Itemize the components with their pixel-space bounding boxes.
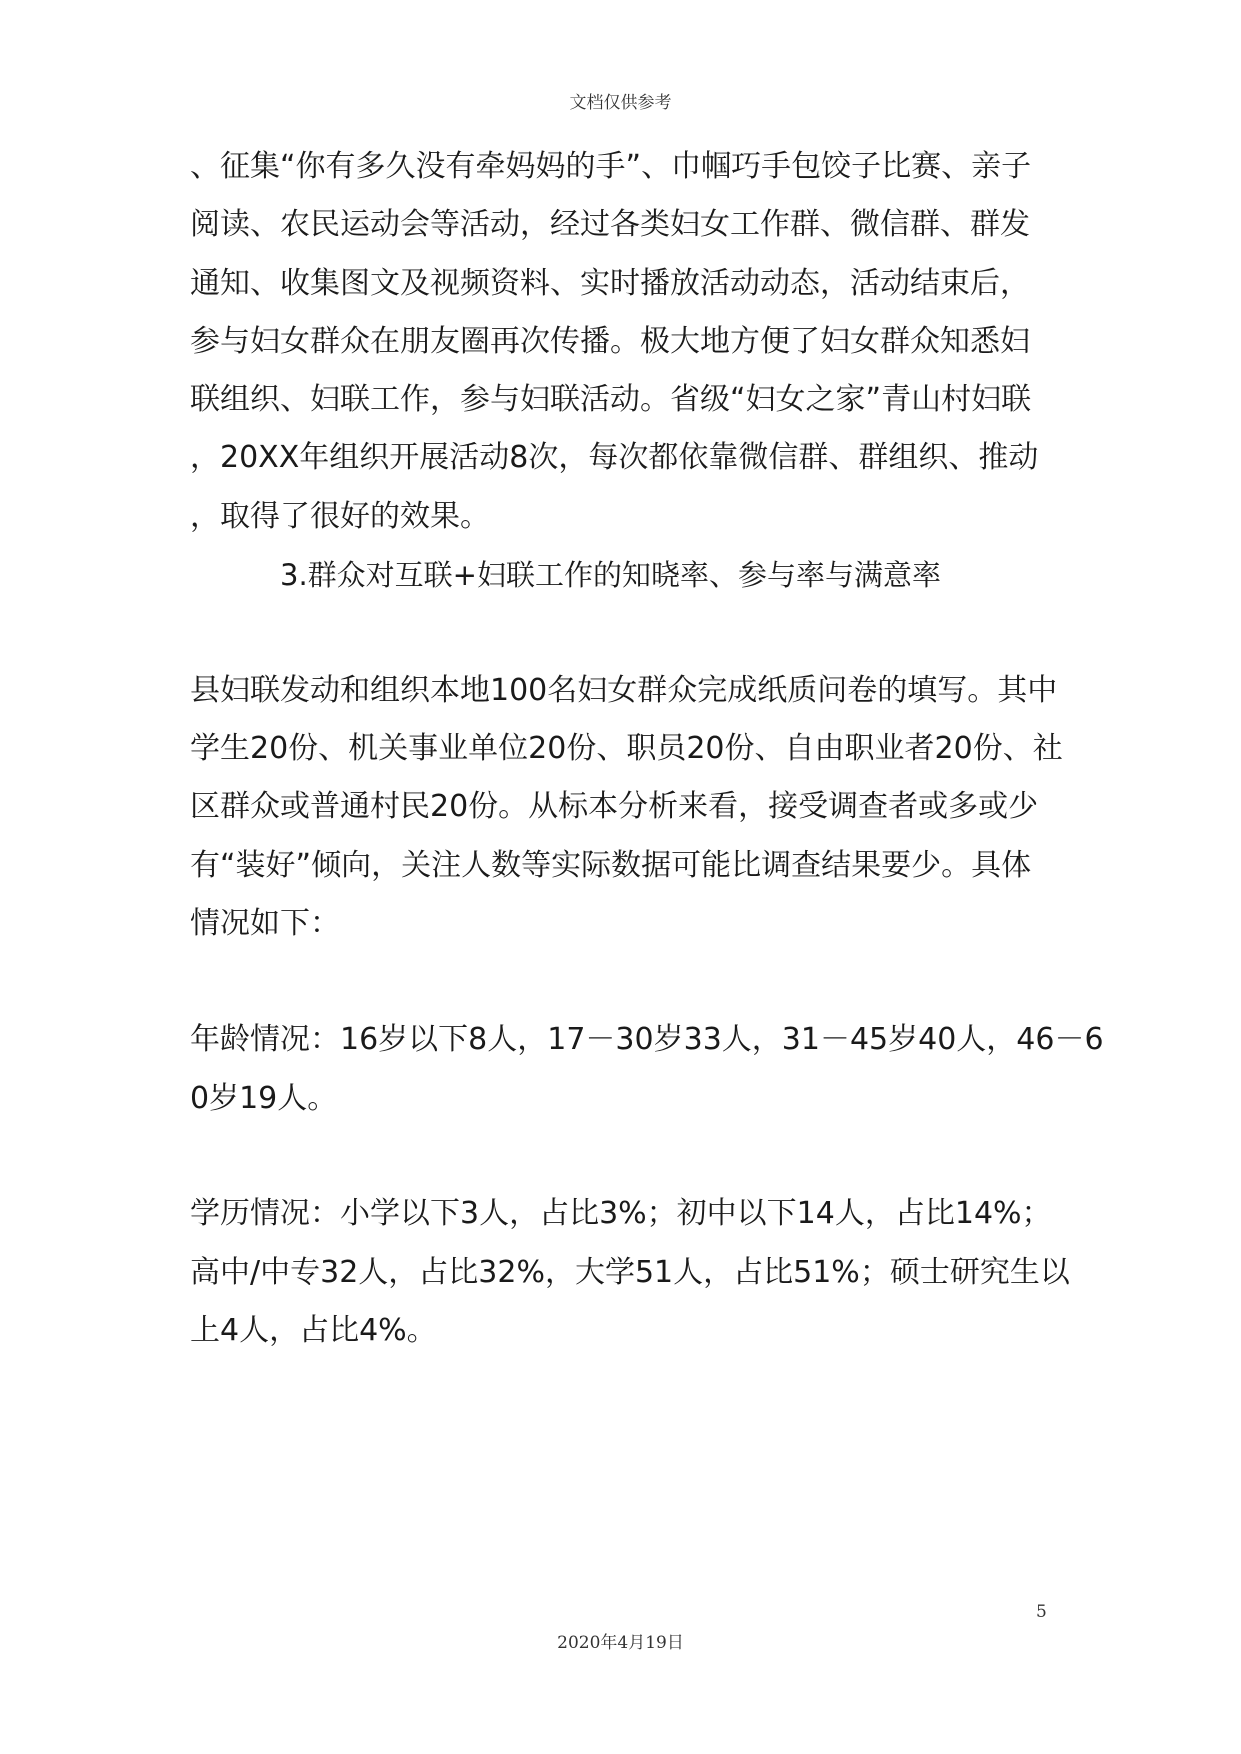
text-line: 0岁19人。 [190,1081,338,1116]
text-line: 高中/中专32人，占比32%，大学51人，占比51%；硕士研究生以 [190,1255,1070,1290]
text-line: 参与妇女群众在朋友圈再次传播。极大地方便了妇女群众知悉妇 [190,324,1030,359]
text-line: 有“装好”倾向，关注人数等实际数据可能比调查结果要少。具体 [190,848,1032,883]
page-number: 5 [1036,1602,1047,1622]
text-line: 区群众或普通村民20份。从标本分析来看，接受调查者或多或少 [190,789,1039,824]
text-line: 学历情况：小学以下3人，占比3%；初中以下14人，占比14%； [190,1196,1052,1231]
text-line: 情况如下： [190,906,340,941]
page-header: 文档仅供参考 [569,93,672,113]
text-line: 联组织、妇联工作，参与妇联活动。省级“妇女之家”青山村妇联 [190,382,1032,417]
text-line: 阅读、农民运动会等活动，经过各类妇女工作群、微信群、群发 [190,207,1030,242]
text-line: 学生20份、机关事业单位20份、职员20份、自由职业者20份、社 [190,731,1063,766]
text-line: ，取得了很好的效果。 [190,499,490,534]
footer-date: 2020年4月19日 [557,1633,684,1653]
section-heading: 3.群众对互联+妇联工作的知晓率、参与率与满意率 [280,558,941,592]
text-line: 通知、收集图文及视频资料、实时播放活动动态，活动结束后， [190,266,1030,301]
text-line: 、征集“你有多久没有牵妈妈的手”、巾帼巧手包饺子比赛、亲子 [190,149,1032,184]
text-line: 上4人，占比4%。 [190,1313,437,1348]
text-line: ，20XX年组织开展活动8次，每次都依靠微信群、群组织、推动 [190,440,1039,475]
text-line: 年龄情况：16岁以下8人，17－30岁33人，31－45岁40人，46－6 [190,1022,1104,1057]
text-line: 县妇联发动和组织本地100名妇女群众完成纸质问卷的填写。其中 [190,673,1058,708]
